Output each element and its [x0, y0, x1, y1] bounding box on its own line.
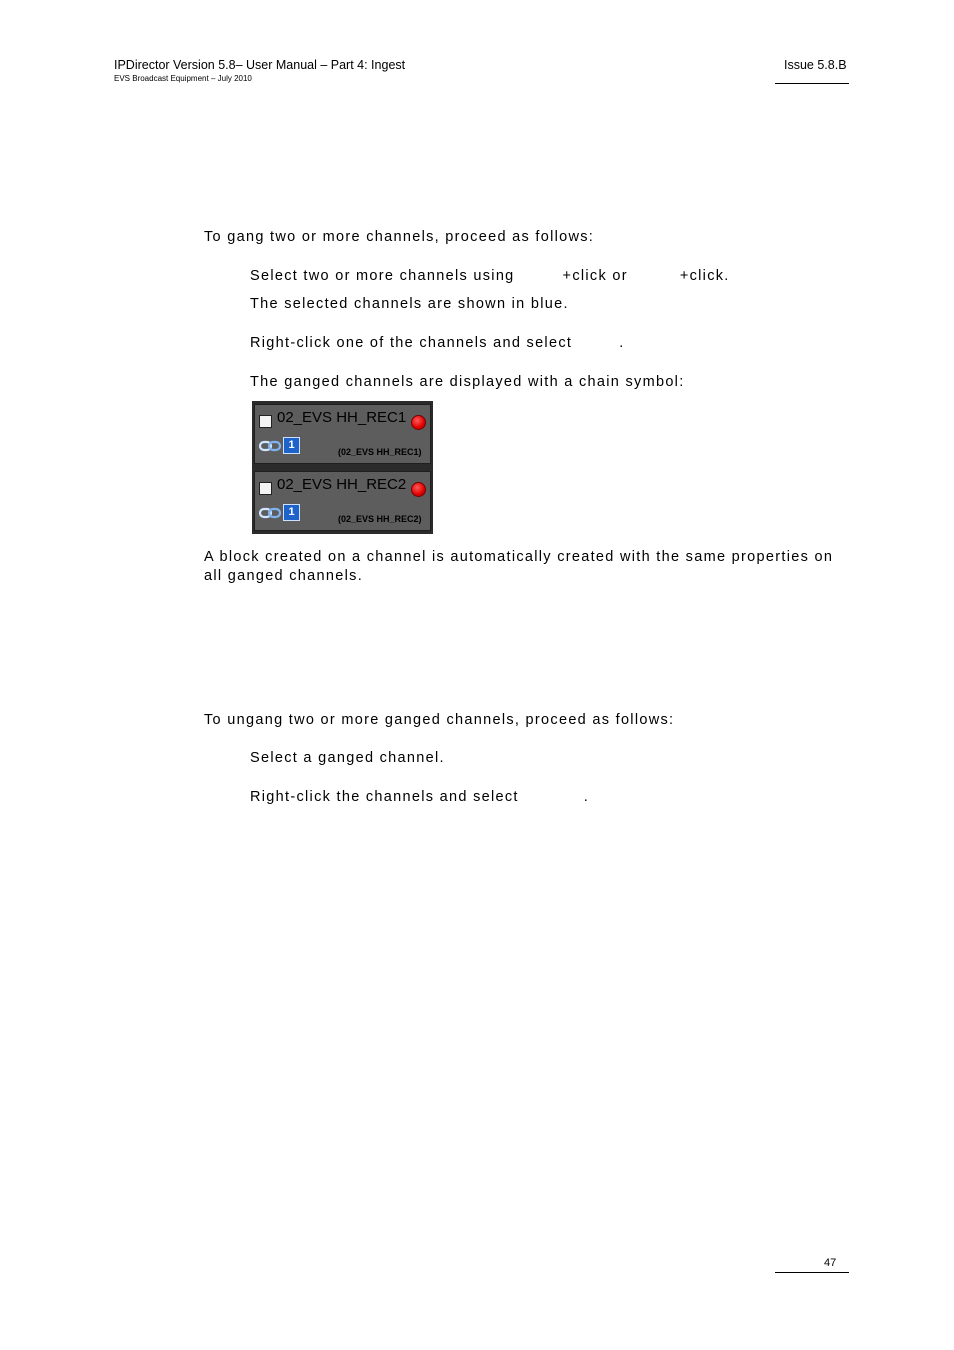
gang-number-badge: 1 [283, 437, 300, 454]
gang-step-1 [250, 268, 730, 284]
record-dot-icon [411, 482, 426, 497]
gang-step-3: The ganged channels are displayed with a chain symbol: [250, 374, 685, 390]
document-title: IPDirector Version 5.8– User Manual – Part 4: Ingest [114, 58, 406, 72]
gang-step-1-result: The selected channels are shown in blue. [250, 296, 569, 312]
gang-step-2-text-a: Right-click one of the channels and select [250, 335, 573, 351]
channel-name: 02_EVS HH_REC2 [277, 476, 407, 493]
gang-number-badge: 1 [283, 504, 300, 521]
channel-name: 02_EVS HH_REC1 [277, 409, 407, 426]
record-dot-icon [411, 415, 426, 430]
chain-icon [259, 507, 281, 519]
ungang-step-2-text-b: . [583, 789, 590, 805]
gang-step-2 [250, 335, 625, 351]
ganged-channels-screenshot [252, 401, 433, 534]
ungang-intro: To ungang two or more ganged channels, proceed as follows: [204, 712, 675, 728]
gang-step-1-text-a: Select two or more channels using [250, 268, 515, 284]
footer-rule [775, 1272, 849, 1273]
channel-checkbox[interactable] [259, 415, 272, 428]
gang-step-2-text-b: . [619, 335, 625, 351]
channel-row[interactable] [254, 471, 431, 531]
page-number: 47 [824, 1257, 837, 1269]
header-rule [775, 83, 849, 84]
chain-icon [259, 440, 281, 452]
channel-sub-label: (02_EVS HH_REC2) [338, 514, 422, 524]
ungang-step-2-text-a: Right-click the channels and select [250, 789, 519, 805]
ungang-step-1: Select a ganged channel. [250, 750, 445, 766]
channel-checkbox[interactable] [259, 482, 272, 495]
channel-sub-label: (02_EVS HH_REC1) [338, 447, 422, 457]
gang-note-line-1: A block created on a channel is automatically created with the same properties on [204, 549, 834, 565]
ungang-step-2 [250, 789, 589, 805]
gang-step-1-text-b: +click or [562, 268, 628, 284]
gang-note-line-2: all ganged channels. [204, 568, 364, 584]
document-subtitle: EVS Broadcast Equipment – July 2010 [114, 74, 252, 83]
gang-step-1-text-c: +click. [679, 268, 730, 284]
issue-label: Issue 5.8.B [784, 58, 847, 72]
channel-row[interactable] [254, 404, 431, 464]
gang-intro: To gang two or more channels, proceed as follows: [204, 229, 595, 245]
